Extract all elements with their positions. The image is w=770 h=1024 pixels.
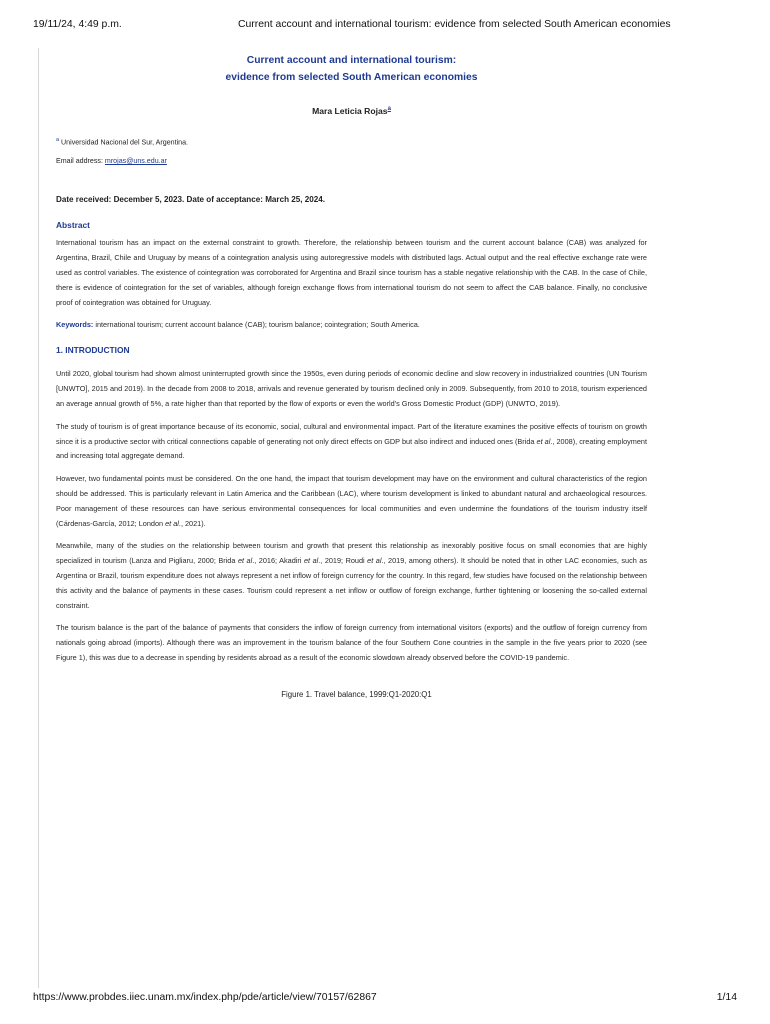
paragraph-3: However, two fundamental points must be considered. On the one hand, the impact that tourism development may have on the environment and cultural characteristics of the region should be addressed. This is particularly relevant in Latin America and the Caribbean (LAC), where tourism development is linked to abundant natural and archaeological resources. Poor management of these resources can have serious environmental consequences for local communities and even undermine the foundations of the tourism industry itself (Cárdenas-García, 2012; London et al., 2021). (56, 474, 647, 528)
paragraph-1: Until 2020, global tourism had shown almost uninterrupted growth since the 1950s, even during periods of economic decline and slow recovery in industrialized countries (UN Tourism [UNWTO], 2015 and 2019). In the decade from 2008 to 2018, arrivals and revenue generated by tourism declined only in 2009. Subsequently, from 2010 to 2018, tourism experienced an average annual growth of 5%, a rate higher than that reported by the flow of exports or even the world's Gross Domestic Product (GDP) (UNWTO, 2019). (56, 369, 647, 408)
email-line (56, 157, 647, 165)
paragraph-5: The tourism balance is the part of the balance of payments that considers the inflow of foreign currency from international visitors (exports) and the outflow of foreign currency from nationals going abroad (imports). Although there was an improvement in the tourism balance of the four Southern Cone countries in the sample in the five years prior to 2020 (see Figure 1), this was due to a decrease in spending by residents abroad as a result of the economic slowdown already observed before the COVID-19 pandemic. (56, 623, 647, 662)
dates-line: Date received: December 5, 2023. Date of acceptance: March 25, 2024. (56, 195, 326, 205)
article-title (56, 52, 647, 86)
paragraph-2: The study of tourism is of great importance because of its economic, social, cultural and environmental impact. Part of the literature examines the positive effects of tourism on growth since it is a productive sector with critical connections capable of generating not only direct effects on GDP but also indirect and induced ones (Brida et al., 2008), creating employment and increasing total aggregate demand. (56, 421, 648, 461)
figure-caption: Figure 1. Travel balance, 1999:Q1-2020:Q1 (281, 689, 432, 699)
email-label: Email address: (56, 157, 103, 166)
title-line-2: evidence from selected South American economies (225, 72, 478, 83)
print-header (33, 19, 737, 33)
left-margin-rule (38, 48, 39, 988)
print-date: 19/11/24, 4:49 p.m. (33, 19, 122, 30)
keywords-label: Keywords: (56, 320, 94, 330)
affiliation (56, 137, 647, 146)
affiliation-mark: a (56, 137, 60, 143)
print-doc-title: Current account and international tourism: evidence from selected South American economies (238, 19, 671, 30)
author (56, 106, 647, 116)
print-footer (33, 992, 737, 1006)
email-link[interactable]: mrojas@uns.edu.ar (104, 157, 167, 166)
article-content (56, 52, 647, 699)
affiliation-text: Universidad Nacional del Sur, Argentina. (61, 138, 189, 147)
abstract-text: International tourism has an impact on the external constraint to growth. Therefore, the relationship between tourism and the current account balance (CAB) was analyzed for Argentina, Brazil, Chile and Uruguay by means of a cointegration analysis using autoregressive models with distributed lags. Actual output and the real effective exchange rate were used as control variables. The existence of cointegration was corroborated for Argentina and Brazil since tourism has a stable negative relationship with the CAB. In the case of Chile, there is evidence of cointegration for the set of variables, although foreign exchange flows from international tourism do not seem to affect the CAB balance. Finally, no conclusive proof of cointegration was obtained for Uruguay. (56, 238, 647, 307)
page-number: 1/14 (716, 992, 737, 1003)
page-url: https://www.probdes.iiec.unam.mx/index.php/pde/article/view/70157/62867 (33, 992, 377, 1003)
keywords-text: international tourism; current account balance (CAB); tourism balance; cointegration; South America. (95, 320, 420, 330)
section-heading-introduction: 1. INTRODUCTION (56, 345, 130, 356)
keywords (56, 320, 647, 329)
author-name: Mara Leticia Rojas (312, 106, 388, 116)
paragraph-4: Meanwhile, many of the studies on the relationship between tourism and growth that present this relationship as inexorably positive focus on small economies that are highly specialized in tourism (Lanza and Pigliaru, 2000; Brida et al., 2016; Akadiri et al., 2019; Roudi et al., 2019, among others). It should be noted that in other LAC economies, such as Argentina or Brazil, tourism expenditure does not always represent a net inflow of foreign currency for the country. In this regard, few studies have focused on the relationship between this activity and the balance of payments in these cases. Tourism could represent a net inflow or outflow of foreign exchange, further tightening or loosening the so-called external constraint. (56, 541, 648, 610)
title-line-1: Current account and international tourism: (246, 55, 457, 66)
author-affiliation-link[interactable]: a (387, 106, 391, 113)
abstract-heading: Abstract (56, 220, 90, 231)
